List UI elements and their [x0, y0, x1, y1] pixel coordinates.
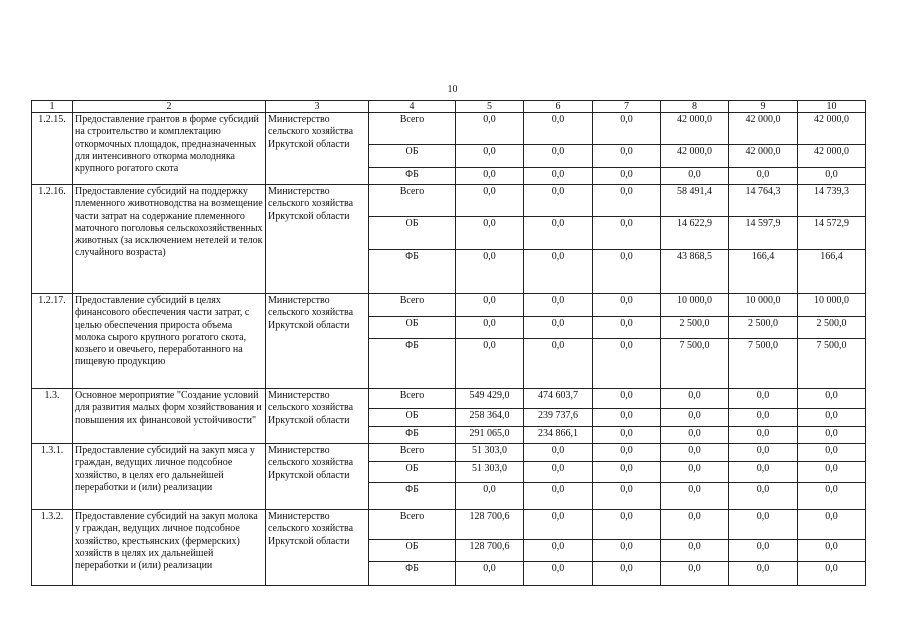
amount-cell: 42 000,0: [661, 113, 729, 145]
amount-cell: 0,0: [798, 483, 866, 510]
item-code: 1.3.2.: [32, 510, 73, 586]
amount-cell: 0,0: [456, 339, 524, 389]
amount-cell: 0,0: [456, 562, 524, 586]
amount-cell: 7 500,0: [729, 339, 798, 389]
amount-cell: 14 572,9: [798, 217, 866, 250]
amount-cell: 43 868,5: [661, 250, 729, 294]
amount-cell: 0,0: [661, 462, 729, 483]
funding-source: Всего: [369, 113, 456, 145]
amount-cell: 14 739,3: [798, 185, 866, 217]
table-row: [32, 113, 866, 145]
table-row: [32, 185, 866, 217]
funding-source: ОБ: [369, 462, 456, 483]
amount-cell: 0,0: [593, 250, 661, 294]
funding-source: Всего: [369, 389, 456, 409]
item-description: Предоставление субсидий на закуп молока у граждан, ведущих личное подсобное хозяйство, крестьянских (фермерских) хозяйств в целях их дальнейшей переработки и (или) реализации: [73, 510, 266, 586]
item-description: Предоставление грантов в форме субсидий на строительство и комплектацию откормочных площадок, предназначенных для интенсивного откорма молодняка крупного рогатого скота: [73, 113, 266, 185]
amount-cell: 42 000,0: [729, 113, 798, 145]
amount-cell: 58 491,4: [661, 185, 729, 217]
amount-cell: 42 000,0: [661, 145, 729, 168]
amount-cell: 0,0: [456, 168, 524, 185]
funding-source: ОБ: [369, 409, 456, 427]
amount-cell: 0,0: [524, 294, 593, 317]
amount-cell: 0,0: [798, 462, 866, 483]
amount-cell: 0,0: [729, 444, 798, 462]
funding-source: ОБ: [369, 317, 456, 339]
item-executor: Министерство сельского хозяйства Иркутской области: [266, 389, 369, 444]
amount-cell: 0,0: [798, 444, 866, 462]
amount-cell: 0,0: [524, 510, 593, 540]
header-cell: 1: [32, 101, 73, 113]
item-description: Предоставление субсидий на закуп мяса у граждан, ведущих личное подсобное хозяйство, в целях его дальнейшей переработки и (или) реализации: [73, 444, 266, 510]
funding-source: ОБ: [369, 540, 456, 562]
header-cell: 9: [729, 101, 798, 113]
amount-cell: 0,0: [661, 168, 729, 185]
item-code: 1.2.16.: [32, 185, 73, 294]
amount-cell: 0,0: [661, 562, 729, 586]
amount-cell: 128 700,6: [456, 510, 524, 540]
amount-cell: 14 622,9: [661, 217, 729, 250]
amount-cell: 0,0: [729, 483, 798, 510]
funding-source: Всего: [369, 294, 456, 317]
amount-cell: 7 500,0: [661, 339, 729, 389]
amount-cell: 0,0: [524, 217, 593, 250]
funding-source: ФБ: [369, 427, 456, 444]
amount-cell: 2 500,0: [729, 317, 798, 339]
amount-cell: 239 737,6: [524, 409, 593, 427]
amount-cell: 0,0: [729, 562, 798, 586]
amount-cell: 0,0: [661, 409, 729, 427]
header-cell: 8: [661, 101, 729, 113]
amount-cell: 0,0: [456, 317, 524, 339]
amount-cell: 166,4: [729, 250, 798, 294]
amount-cell: 0,0: [524, 562, 593, 586]
funding-source: Всего: [369, 444, 456, 462]
funding-source: Всего: [369, 510, 456, 540]
amount-cell: 0,0: [456, 294, 524, 317]
amount-cell: 0,0: [593, 462, 661, 483]
amount-cell: 10 000,0: [661, 294, 729, 317]
amount-cell: 0,0: [524, 540, 593, 562]
header-cell: 6: [524, 101, 593, 113]
item-executor: Министерство сельского хозяйства Иркутской области: [266, 510, 369, 586]
amount-cell: 0,0: [798, 389, 866, 409]
item-code: 1.3.1.: [32, 444, 73, 510]
header-cell: 3: [266, 101, 369, 113]
amount-cell: 0,0: [524, 317, 593, 339]
header-row: [32, 101, 866, 113]
amount-cell: 0,0: [798, 409, 866, 427]
amount-cell: 128 700,6: [456, 540, 524, 562]
amount-cell: 0,0: [593, 168, 661, 185]
amount-cell: 0,0: [729, 462, 798, 483]
amount-cell: 0,0: [524, 462, 593, 483]
amount-cell: 0,0: [729, 409, 798, 427]
amount-cell: 258 364,0: [456, 409, 524, 427]
amount-cell: 0,0: [661, 483, 729, 510]
amount-cell: 0,0: [456, 483, 524, 510]
amount-cell: 0,0: [593, 145, 661, 168]
amount-cell: 0,0: [593, 113, 661, 145]
amount-cell: 42 000,0: [729, 145, 798, 168]
funding-source: ОБ: [369, 217, 456, 250]
amount-cell: 10 000,0: [729, 294, 798, 317]
item-code: 1.2.15.: [32, 113, 73, 185]
amount-cell: 0,0: [798, 562, 866, 586]
item-code: 1.3.: [32, 389, 73, 444]
amount-cell: 0,0: [729, 427, 798, 444]
amount-cell: 0,0: [661, 510, 729, 540]
funding-source: Всего: [369, 185, 456, 217]
amount-cell: 0,0: [524, 339, 593, 389]
amount-cell: 0,0: [661, 540, 729, 562]
amount-cell: 549 429,0: [456, 389, 524, 409]
header-cell: 10: [798, 101, 866, 113]
amount-cell: 0,0: [593, 562, 661, 586]
amount-cell: 0,0: [524, 483, 593, 510]
amount-cell: 0,0: [456, 185, 524, 217]
amount-cell: 0,0: [729, 389, 798, 409]
item-description: Основное мероприятие "Создание условий для развития малых форм хозяйствования и повышения их финансовой устойчивости": [73, 389, 266, 444]
item-description: Предоставление субсидий на поддержку племенного животноводства на возмещение части затрат на содержание племенного маточного поголовья сельскохозяйственных животных (за исключением нетелей и телок случайного возраста): [73, 185, 266, 294]
item-executor: Министерство сельского хозяйства Иркутской области: [266, 294, 369, 389]
funding-source: ФБ: [369, 483, 456, 510]
amount-cell: 0,0: [593, 510, 661, 540]
funding-source: ОБ: [369, 145, 456, 168]
item-executor: Министерство сельского хозяйства Иркутской области: [266, 113, 369, 185]
amount-cell: 0,0: [729, 540, 798, 562]
amount-cell: 0,0: [593, 409, 661, 427]
funding-source: ФБ: [369, 168, 456, 185]
funding-source: ФБ: [369, 250, 456, 294]
amount-cell: 291 065,0: [456, 427, 524, 444]
page-number: 10: [447, 84, 458, 95]
table-row: [32, 294, 866, 317]
amount-cell: 0,0: [524, 185, 593, 217]
amount-cell: 0,0: [798, 510, 866, 540]
amount-cell: 42 000,0: [798, 113, 866, 145]
amount-cell: 0,0: [593, 339, 661, 389]
amount-cell: 0,0: [798, 168, 866, 185]
amount-cell: 0,0: [661, 444, 729, 462]
amount-cell: 0,0: [798, 427, 866, 444]
amount-cell: 0,0: [661, 427, 729, 444]
amount-cell: 0,0: [456, 145, 524, 168]
amount-cell: 166,4: [798, 250, 866, 294]
amount-cell: 0,0: [593, 483, 661, 510]
amount-cell: 0,0: [798, 540, 866, 562]
header-cell: 4: [369, 101, 456, 113]
amount-cell: 474 603,7: [524, 389, 593, 409]
amount-cell: 0,0: [524, 168, 593, 185]
amount-cell: 0,0: [593, 317, 661, 339]
header-cell: 2: [73, 101, 266, 113]
header-cell: 5: [456, 101, 524, 113]
amount-cell: 14 597,9: [729, 217, 798, 250]
amount-cell: 0,0: [456, 217, 524, 250]
amount-cell: 2 500,0: [798, 317, 866, 339]
amount-cell: 0,0: [593, 294, 661, 317]
amount-cell: 0,0: [456, 113, 524, 145]
table-row: [32, 444, 866, 462]
amount-cell: 0,0: [729, 510, 798, 540]
funding-source: ФБ: [369, 562, 456, 586]
amount-cell: 51 303,0: [456, 462, 524, 483]
item-executor: Министерство сельского хозяйства Иркутской области: [266, 185, 369, 294]
amount-cell: 0,0: [524, 145, 593, 168]
item-executor: Министерство сельского хозяйства Иркутской области: [266, 444, 369, 510]
amount-cell: 0,0: [593, 185, 661, 217]
amount-cell: 0,0: [524, 444, 593, 462]
amount-cell: 0,0: [593, 444, 661, 462]
amount-cell: 7 500,0: [798, 339, 866, 389]
funding-source: ФБ: [369, 339, 456, 389]
amount-cell: 51 303,0: [456, 444, 524, 462]
amount-cell: 0,0: [729, 168, 798, 185]
amount-cell: 0,0: [593, 540, 661, 562]
amount-cell: 0,0: [524, 113, 593, 145]
amount-cell: 14 764,3: [729, 185, 798, 217]
amount-cell: 0,0: [661, 389, 729, 409]
item-description: Предоставление субсидий в целях финансового обеспечения части затрат, с целью обеспечения прироста объема молока сырого крупного рогатого скота, козьего и овечьего, переработанного на пищевую продукцию: [73, 294, 266, 389]
amount-cell: 0,0: [524, 250, 593, 294]
item-code: 1.2.17.: [32, 294, 73, 389]
header-cell: 7: [593, 101, 661, 113]
amount-cell: 2 500,0: [661, 317, 729, 339]
amount-cell: 0,0: [456, 250, 524, 294]
table-body: [32, 101, 866, 586]
table-row: [32, 510, 866, 540]
amount-cell: 42 000,0: [798, 145, 866, 168]
amount-cell: 0,0: [593, 427, 661, 444]
budget-table: [31, 100, 866, 586]
amount-cell: 0,0: [593, 389, 661, 409]
amount-cell: 10 000,0: [798, 294, 866, 317]
table-row: [32, 389, 866, 409]
amount-cell: 234 866,1: [524, 427, 593, 444]
amount-cell: 0,0: [593, 217, 661, 250]
